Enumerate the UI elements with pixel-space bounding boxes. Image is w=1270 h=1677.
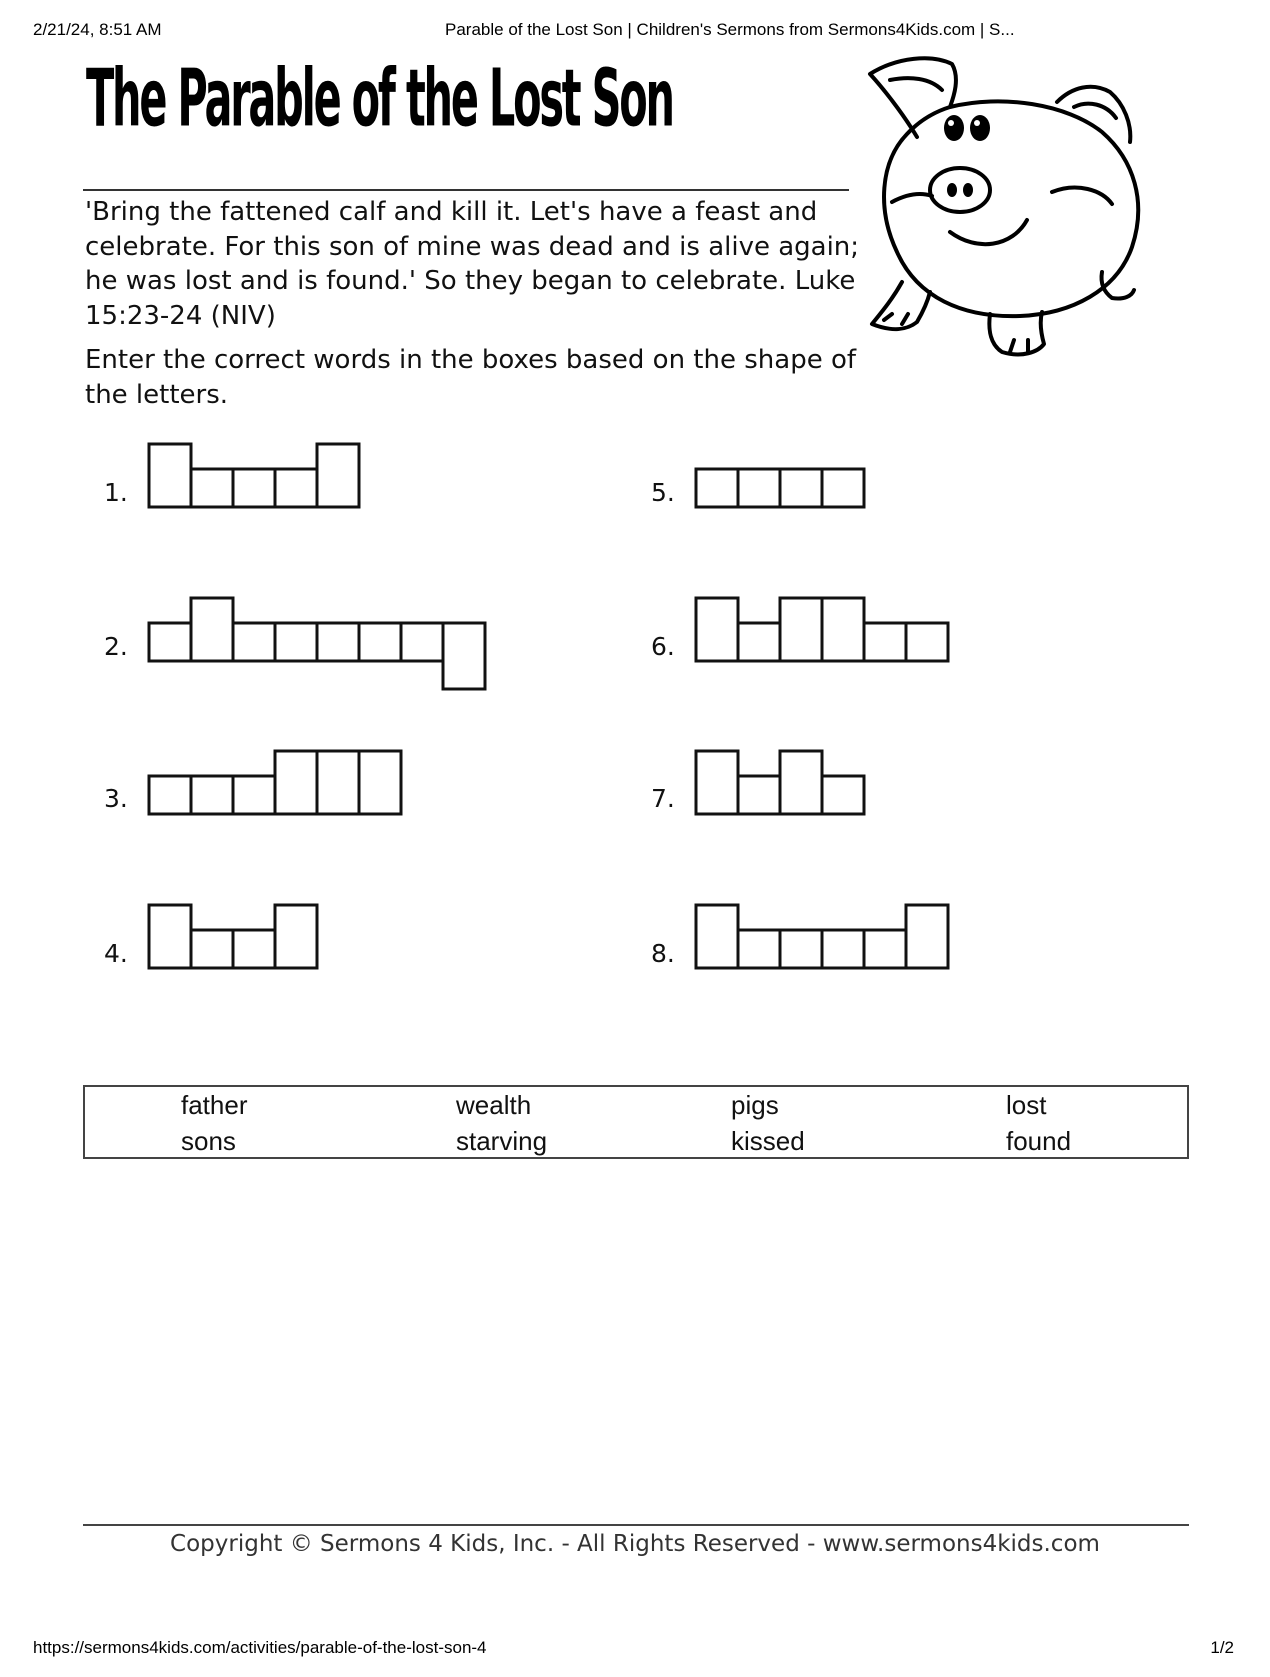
letter-box-short[interactable] — [696, 469, 738, 507]
letter-box-tall[interactable] — [275, 905, 317, 968]
letter-box-puzzle-2[interactable] — [146, 595, 488, 696]
word-bank — [83, 1085, 1189, 1159]
letter-box-short[interactable] — [275, 623, 317, 661]
letter-box-short[interactable] — [738, 930, 780, 968]
letter-box-puzzle-4[interactable] — [146, 902, 320, 1003]
print-header-title: Parable of the Lost Son | Children's Sermons from Sermons4Kids.com | S... — [445, 20, 1015, 39]
letter-box-puzzle-1[interactable] — [146, 441, 362, 542]
letter-box-tall[interactable] — [359, 751, 401, 814]
worksheet-title: The Parable of the Lost Son — [86, 52, 673, 146]
letter-box-tall[interactable] — [317, 444, 359, 507]
word-bank-word: sons — [181, 1126, 236, 1156]
letter-box-short[interactable] — [822, 469, 864, 507]
letter-box-tall[interactable] — [191, 598, 233, 661]
letter-box-short[interactable] — [864, 930, 906, 968]
letter-box-tall[interactable] — [906, 905, 948, 968]
letter-box-short[interactable] — [738, 776, 780, 814]
puzzle-number: 8. — [651, 939, 675, 968]
puzzle-number: 3. — [104, 784, 128, 813]
word-bank-word: starving — [456, 1126, 548, 1156]
letter-box-short[interactable] — [191, 776, 233, 814]
letter-box-tall[interactable] — [317, 751, 359, 814]
letter-box-tall[interactable] — [149, 444, 191, 507]
word-bank-word: found — [1006, 1126, 1072, 1156]
puzzle-number: 6. — [651, 632, 675, 661]
letter-box-tall[interactable] — [696, 751, 738, 814]
page-number: 1/2 — [1210, 1638, 1234, 1657]
letter-box-short[interactable] — [317, 623, 359, 661]
letter-box-short[interactable] — [822, 930, 864, 968]
word-bank-column — [1006, 1087, 1071, 1159]
letter-box-short[interactable] — [233, 776, 275, 814]
letter-box-short[interactable] — [233, 930, 275, 968]
letter-box-short[interactable] — [822, 776, 864, 814]
puzzle-number: 5. — [651, 478, 675, 507]
title-divider — [83, 189, 849, 191]
letter-box-tall[interactable] — [696, 905, 738, 968]
letter-boxes[interactable] — [146, 441, 362, 538]
letter-box-desc[interactable] — [443, 623, 485, 689]
letter-box-short[interactable] — [864, 623, 906, 661]
puzzle-number: 7. — [651, 784, 675, 813]
letter-boxes[interactable] — [693, 902, 951, 999]
letter-box-short[interactable] — [149, 776, 191, 814]
scripture-verse: 'Bring the fattened calf and kill it. Let's have a feast and celebrate. For this son of mine was dead and is alive again; he was lost and is found.' So they began to celebrate. Luke 15:23-24 (NIV) — [85, 197, 860, 331]
letter-box-puzzle-5[interactable] — [693, 441, 867, 542]
word-bank-word: pigs — [731, 1090, 779, 1120]
letter-box-short[interactable] — [906, 623, 948, 661]
letter-box-short[interactable] — [191, 469, 233, 507]
letter-box-tall[interactable] — [149, 905, 191, 968]
footer-divider — [83, 1524, 1189, 1526]
letter-boxes[interactable] — [693, 748, 867, 845]
letter-box-puzzle-3[interactable] — [146, 748, 404, 849]
letter-boxes[interactable] — [146, 748, 404, 845]
letter-boxes[interactable] — [146, 595, 488, 692]
pig-icon — [862, 52, 1177, 370]
word-bank-word: father — [181, 1090, 248, 1120]
print-footer-url: https://sermons4kids.com/activities/parable-of-the-lost-son-4 — [33, 1638, 487, 1657]
letter-box-puzzle-7[interactable] — [693, 748, 867, 849]
letter-box-short[interactable] — [738, 623, 780, 661]
word-bank-word: kissed — [731, 1126, 805, 1156]
letter-box-puzzle-8[interactable] — [693, 902, 951, 1003]
letter-box-tall[interactable] — [275, 751, 317, 814]
letter-box-tall[interactable] — [822, 598, 864, 661]
word-bank-word: lost — [1006, 1090, 1047, 1120]
letter-box-short[interactable] — [738, 469, 780, 507]
letter-box-short[interactable] — [780, 930, 822, 968]
letter-box-short[interactable] — [233, 623, 275, 661]
letter-boxes[interactable] — [693, 595, 951, 692]
print-date: 2/21/24, 8:51 AM — [33, 20, 162, 39]
letter-box-tall[interactable] — [780, 598, 822, 661]
letter-box-tall[interactable] — [696, 598, 738, 661]
puzzle-number: 4. — [104, 939, 128, 968]
word-bank-word: wealth — [456, 1090, 532, 1120]
letter-box-short[interactable] — [275, 469, 317, 507]
word-bank-column — [181, 1087, 248, 1159]
word-bank-column — [456, 1087, 547, 1159]
letter-box-short[interactable] — [359, 623, 401, 661]
letter-box-short[interactable] — [401, 623, 443, 661]
letter-box-tall[interactable] — [780, 751, 822, 814]
instructions: Enter the correct words in the boxes based on the shape of the letters. — [85, 345, 857, 410]
letter-boxes[interactable] — [146, 902, 320, 999]
copyright-notice: Copyright © Sermons 4 Kids, Inc. - All Rights Reserved - www.sermons4kids.com — [170, 1531, 1100, 1557]
word-bank-column — [731, 1087, 805, 1159]
puzzle-number: 2. — [104, 632, 128, 661]
letter-box-short[interactable] — [233, 469, 275, 507]
letter-box-puzzle-6[interactable] — [693, 595, 951, 696]
letter-box-short[interactable] — [780, 469, 822, 507]
letter-box-short[interactable] — [191, 930, 233, 968]
puzzle-number: 1. — [104, 478, 128, 507]
letter-boxes[interactable] — [693, 441, 867, 538]
letter-box-short[interactable] — [149, 623, 191, 661]
